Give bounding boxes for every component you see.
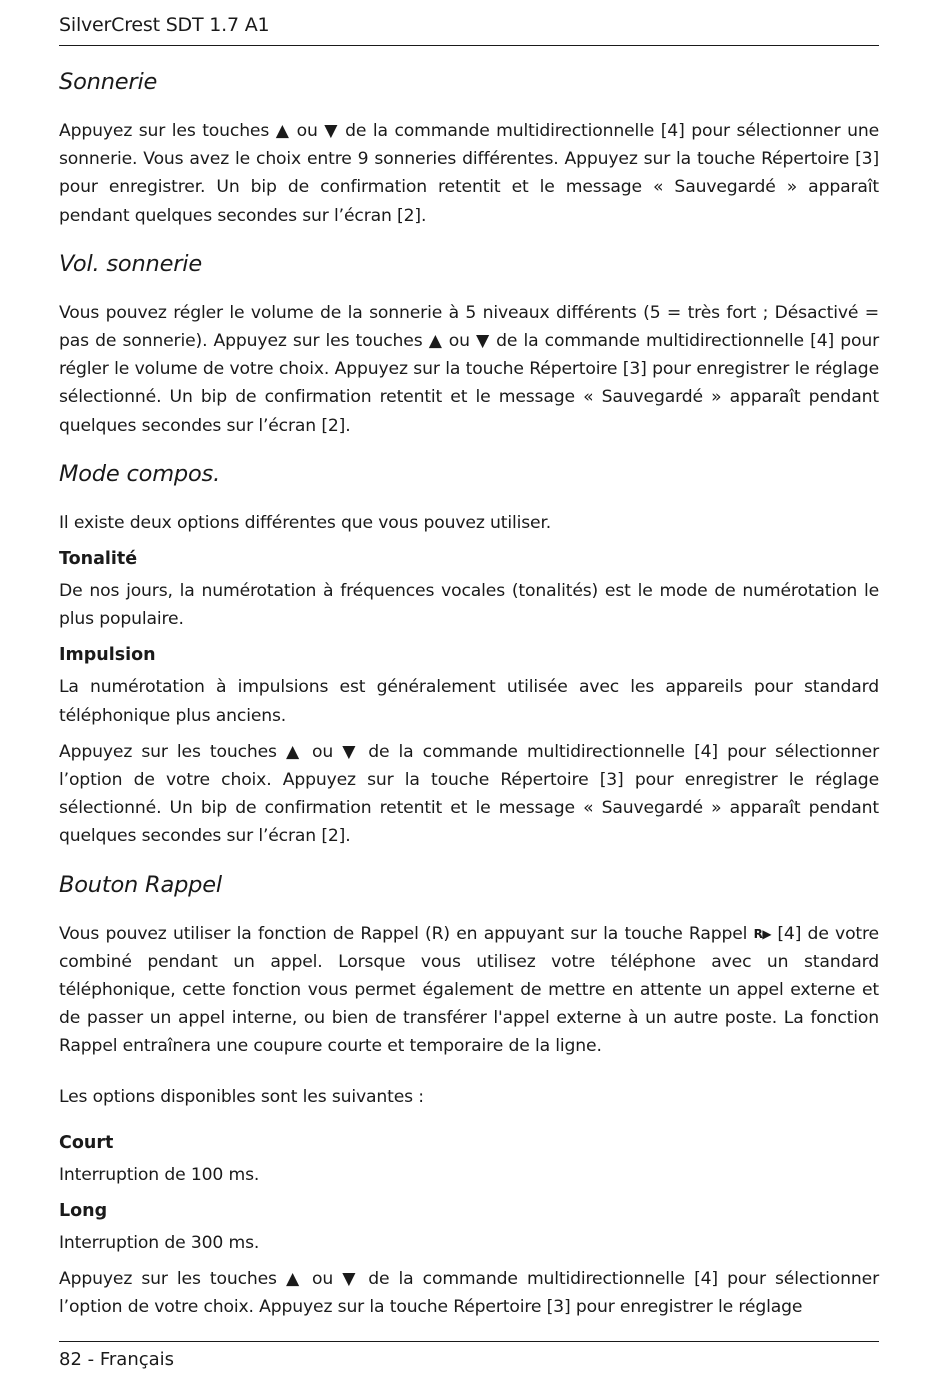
paragraph-vol-sonnerie: Vous pouvez régler le volume de la sonnerie à 5 niveaux différents (5 = très fort ; Désactivé = pas de sonnerie). Appuyez sur les touches ▲ ou ▼ de la commande multidirectionnelle [4] pour régler le volume de votre choix. Appuyez sur la touche Répertoire [3] pour enregistrer le réglage sélectionné. Un bip de confirmation retentit et le message « Sauvegardé » apparaît pendant quelques secondes sur l’écran [2]. bbox=[59, 302, 879, 436]
page-header bbox=[59, 0, 879, 46]
rappel-text-start: Vous pouvez utiliser la fonction de Rappel (R) en appuyant sur la touche Rappel bbox=[59, 923, 754, 944]
paragraph-court: Interruption de 100 ms. bbox=[59, 1164, 260, 1185]
heading-mode-compos: Mode compos. bbox=[59, 460, 221, 487]
heading-bouton-rappel: Bouton Rappel bbox=[59, 871, 222, 898]
recall-key-icon: R▶ bbox=[753, 926, 772, 941]
heading-sonnerie: Sonnerie bbox=[59, 69, 158, 95]
subheading-tonalite: Tonalité bbox=[59, 549, 138, 570]
page-content bbox=[59, 66, 879, 1330]
subheading-long: Long bbox=[59, 1201, 108, 1222]
subheading-court: Court bbox=[59, 1132, 114, 1153]
paragraph-impulsion: La numérotation à impulsions est généralement utilisée avec les appareils pour standard téléphonique plus anciens. bbox=[59, 677, 879, 726]
paragraph-options-intro: Les options disponibles sont les suivantes : bbox=[59, 1086, 424, 1107]
paragraph-sonnerie: Appuyez sur les touches ▲ ou ▼ de la commande multidirectionnelle [4] pour sélectionner une sonnerie. Vous avez le choix entre 9 sonneries différentes. Appuyez sur la touche Répertoire [3] pour enregistrer. Un bip de confirmation retentit et le message « Sauvegardé » apparaît pendant quelques secondes sur l’écran [2]. bbox=[59, 121, 879, 226]
page-number: 82 - Français bbox=[59, 1349, 175, 1370]
paragraph-long: Interruption de 300 ms. bbox=[59, 1233, 260, 1254]
paragraph-rappel-select: Appuyez sur les touches ▲ ou ▼ de la commande multidirectionnelle [4] pour sélectionner l’option de votre choix. Appuyez sur la touche Répertoire [3] pour enregistrer le réglage bbox=[59, 1269, 879, 1318]
paragraph-mode-intro: Il existe deux options différentes que vous pouvez utiliser. bbox=[59, 512, 552, 533]
paragraph-mode-select: Appuyez sur les touches ▲ ou ▼ de la commande multidirectionnelle [4] pour sélectionner l’option de votre choix. Appuyez sur la touche Répertoire [3] pour enregistrer le réglage sélectionné. Un bip de confirmation retentit et le message « Sauvegardé » apparaît pendant quelques secondes sur l’écran [2]. bbox=[59, 741, 879, 847]
heading-vol-sonnerie: Vol. sonnerie bbox=[59, 250, 202, 277]
rappel-text-end: [4] de votre combiné pendant un appel. Lorsque vous utilisez votre téléphone avec un standard téléphonique, cette fonction vous permet également de mettre en attente un appel externe et de passer un appel interne, ou bien de transférer l'appel externe à un autre poste. La fonction Rappel entraînera une coupure courte et temporaire de la ligne. bbox=[59, 923, 879, 1057]
subheading-impulsion: Impulsion bbox=[59, 645, 156, 666]
document-title: SilverCrest SDT 1.7 A1 bbox=[59, 14, 270, 36]
paragraph-tonalite: De nos jours, la numérotation à fréquences vocales (tonalités) est le mode de numérotation le plus populaire. bbox=[59, 581, 879, 630]
page-footer bbox=[59, 1341, 879, 1375]
paragraph-rappel bbox=[59, 920, 879, 1061]
